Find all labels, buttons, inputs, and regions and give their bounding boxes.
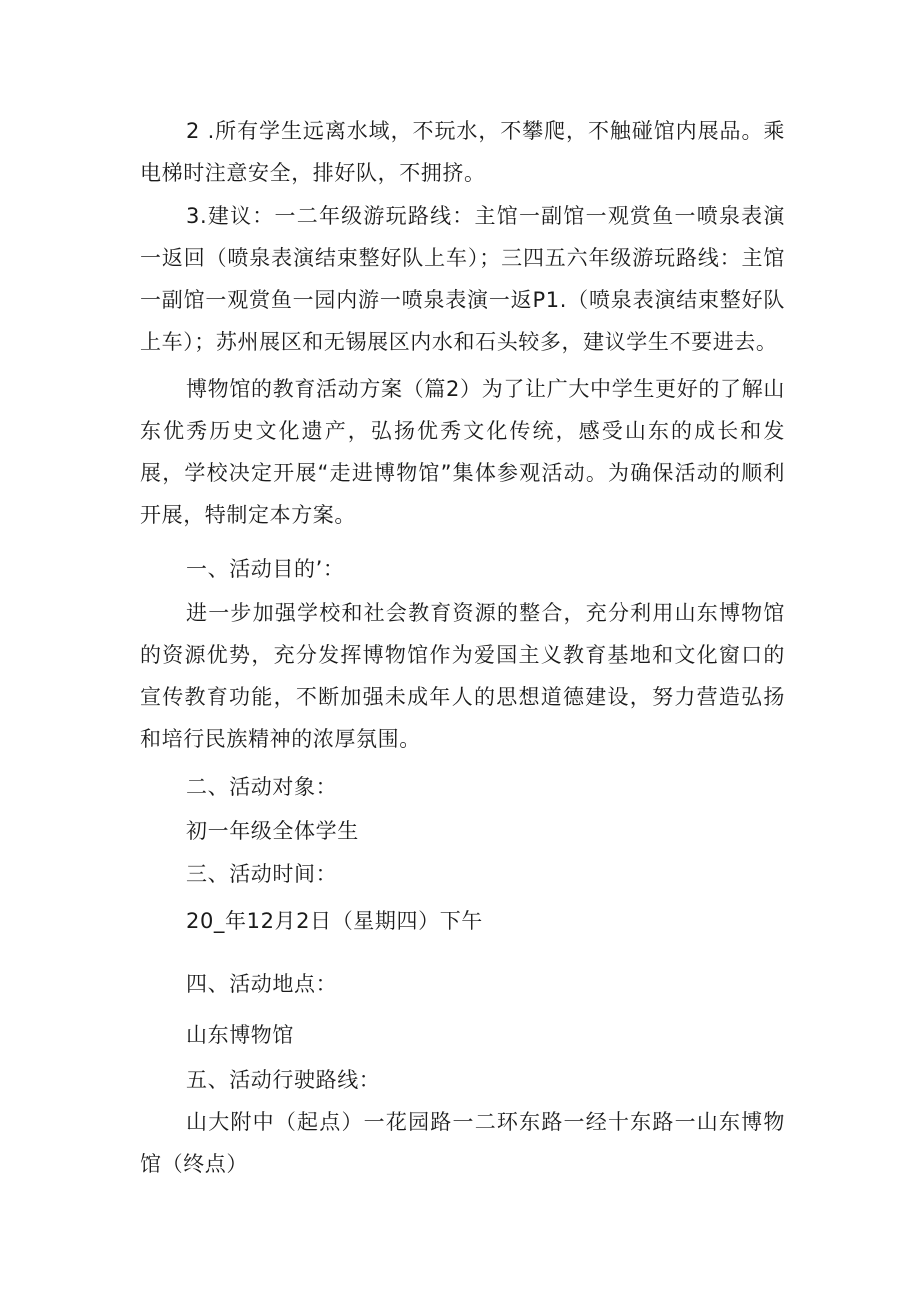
- text-activity-route: 山大附中（起点）一花园路一二环东路一经十东路一山东博物馆（终点）: [140, 1110, 785, 1176]
- text-activity-target: 初一年级全体学生: [186, 819, 359, 843]
- heading-activity-purpose: 一、活动目的’：: [186, 557, 345, 581]
- paragraph-safety-rule: 2 .所有学生远离水域，不玩水，不攀爬，不触碰馆内展品。乘电梯时注意安全，排好队，不拥挤。: [140, 119, 785, 185]
- heading-activity-time: 三、活动时间：: [186, 862, 338, 886]
- heading-activity-route: 五、活动行驶路线：: [186, 1068, 381, 1092]
- text-activity-location: 山东博物馆: [186, 1023, 294, 1047]
- heading-activity-target: 二、活动对象：: [186, 775, 338, 799]
- paragraph-plan-intro: 博物馆的教育活动方案（篇2）为了让广大中学生更好的了解山东优秀历史文化遗产，弘扬优秀文化传统，感受山东的成长和发展，学校决定开展“走进博物馆”集体参观活动。为确保活动的顺利开展，特制定本方案。: [140, 377, 785, 527]
- paragraph-route-suggestion: 3.建议：一二年级游玩路线：主馆一副馆一观赏鱼一喷泉表演一返回（喷泉表演结束整好队上车）；三四五六年级游玩路线：主馆一副馆一观赏鱼一园内游一喷泉表演一返P1.（喷泉表演结束整好队上车）；苏州展区和无锡展区内水和石头较多，建议学生不要进去。: [140, 204, 785, 354]
- text-activity-time: 20_年12月2日（星期四）下午: [186, 909, 483, 933]
- paragraph-activity-purpose: 进一步加强学校和社会教育资源的整合，充分利用山东博物馆的资源优势，充分发挥博物馆作为爱国主义教育基地和文化窗口的宣传教育功能，不断加强未成年人的思想道德建设，努力营造弘扬和培行民族精神的浓厚氛围。: [140, 601, 785, 751]
- heading-activity-location: 四、活动地点：: [186, 972, 338, 996]
